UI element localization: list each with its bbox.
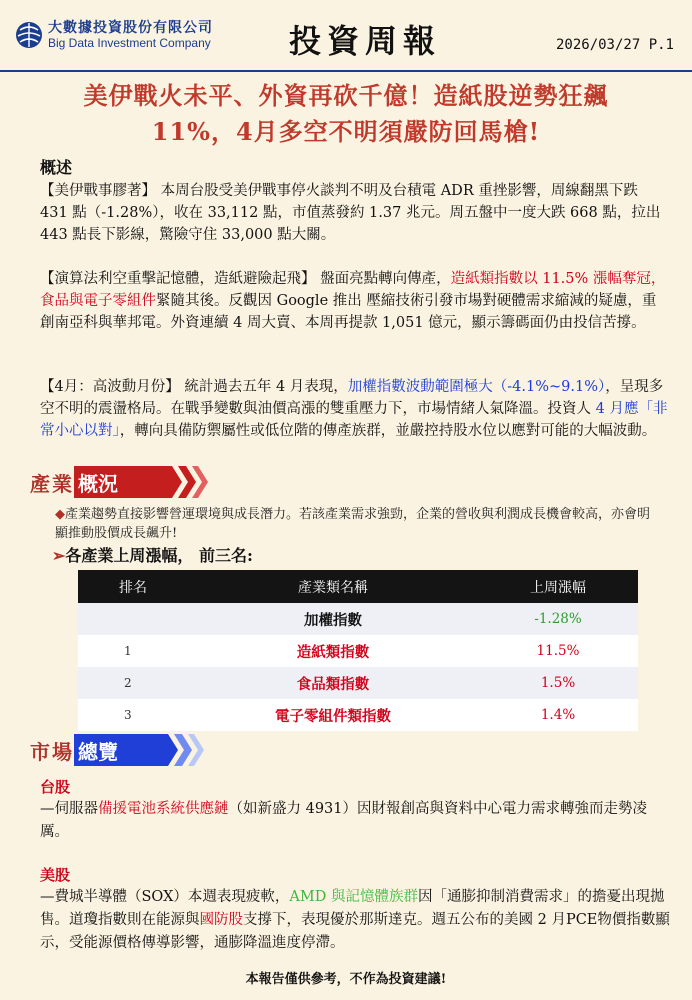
market-banner-box <box>74 734 146 766</box>
us-market-text <box>40 886 670 955</box>
us-highlight-amd: AMD 與記憶體族群 <box>289 889 418 905</box>
rank-cell: 3 <box>78 699 188 731</box>
industry-banner-prefix: 產業 <box>30 471 74 496</box>
industry-note <box>55 505 655 543</box>
logo-globe-icon <box>14 20 44 50</box>
taiwan-market-label: 台股 <box>40 778 71 796</box>
column-header-rank: 排名 <box>78 570 188 603</box>
us-tail: 支撐下，表現優於那斯達克。週五公布的美國 2 月PCE物價指數顯示，受能源價格傳導影響，通膨降溫進度停滯。 <box>40 912 670 951</box>
industry-subhead <box>52 543 253 566</box>
report-date-page: 2026/03/27 P.1 <box>555 37 674 53</box>
diamond-bullet-icon: ◆ <box>55 507 65 522</box>
overview-paragraph-3 <box>40 376 670 442</box>
headline-line-1: 美伊戰火未平、外資再砍千億！造紙股逆勢狂飆 <box>83 81 609 110</box>
us-body: 因「通膨抑制消費需求」的擔憂出現拋售。道瓊指數則在能源與 <box>40 889 665 928</box>
taiwan-market-text <box>40 798 670 844</box>
p3-highlight-range: 加權指數波動範圍極大（-4.1%~9.1%） <box>347 379 606 395</box>
rank-cell <box>78 603 188 635</box>
p2-body: 緊隨其後。反觀因 Google 推出 壓縮技術引發市場對硬體需求縮減的疑慮，重創南亞科與華邦電。外資連續 4 周大賣、本周再提款 1,051 億元，顯示籌碼面仍由投信苦撐。 <box>40 293 657 331</box>
column-header-industry: 產業類名稱 <box>188 570 478 603</box>
rank-cell: 1 <box>78 635 188 667</box>
industry-banner-box <box>74 466 146 498</box>
market-banner-prefix: 市場 <box>30 739 74 764</box>
header-divider <box>0 70 692 72</box>
industry-subhead-text: 各產業上周漲幅， 前三名: <box>65 546 253 565</box>
logo-english-name: Big Data Investment Company <box>48 36 211 50</box>
change-cell: 1.5% <box>478 667 638 699</box>
headline <box>0 78 692 150</box>
p3-body: ，呈現多空不明的震盪格局。在戰爭變數與油價高漲的雙重壓力下，市場情緒人氣降溫。投資人 <box>40 379 664 417</box>
industry-name-cell: 加權指數 <box>188 603 478 635</box>
table-row <box>78 699 638 731</box>
p2-intro: 【演算法利空重擊記憶體，造紙避險起飛】 盤面亮點轉向傳產， <box>40 271 451 287</box>
tw-body: （如新盛力 4931）因財報創高與資料中心電力需求轉強而走勢凌厲。 <box>40 801 648 840</box>
us-market-label: 美股 <box>40 866 71 884</box>
industry-note-text: 產業趨勢直接影響營運環境與成長潛力。若該產業需求強勁，企業的營收與利潤成長機會較高，亦會明顯推動股價成長飆升! <box>55 507 651 541</box>
report-header <box>0 0 692 70</box>
change-cell: 11.5% <box>478 635 638 667</box>
p3-tail: ，轉向具備防禦屬性或低位階的傳產族群，並嚴控持股水位以應對可能的大幅波動。 <box>119 423 657 439</box>
market-banner-label: 總覽 <box>78 739 118 764</box>
table-row <box>78 667 638 699</box>
disclaimer-footer: 本報告僅供參考，不作為投資建議! <box>245 972 447 987</box>
us-intro: —費城半導體（SOX）本週表現疲軟， <box>40 889 290 905</box>
overview-label: 概述 <box>40 158 73 177</box>
column-header-change: 上周漲幅 <box>478 570 638 603</box>
table-header-row <box>78 570 638 603</box>
tw-intro: —伺服器 <box>40 801 98 817</box>
table-row <box>78 603 638 635</box>
table-row <box>78 635 638 667</box>
overview-paragraph-1: 【美伊戰事膠著】 本周台股受美伊戰事停火談判不明及台積電 ADR 重挫影響，周線翻黑下跌 431 點（-1.28%），收在 33,112 點，市值蒸發約 1.37 兆元。周五盤中一度大跌 668 點，拉出 443 點長下影線，驚險守住 33,000 點大關。 <box>40 183 661 243</box>
industry-section-banner <box>30 465 146 499</box>
us-highlight-defense: 國防股 <box>199 912 243 928</box>
headline-line-2: 11%，4月多空不明須嚴防回馬槍! <box>151 117 541 146</box>
industry-name-cell: 食品類指數 <box>188 667 478 699</box>
p2-highlight: 造紙類指數以 11.5% 漲幅奪冠，食品與電子零組件 <box>40 271 666 309</box>
change-cell: -1.28% <box>478 603 638 635</box>
p3-highlight-caution: 4 月應「非常小心以對」 <box>40 401 668 439</box>
report-title: 投資周報 <box>289 22 442 60</box>
industry-banner-label: 概況 <box>78 471 118 496</box>
industry-name-cell: 電子零組件類指數 <box>188 699 478 731</box>
market-section-banner <box>30 733 146 767</box>
change-cell: 1.4% <box>478 699 638 731</box>
company-logo <box>14 20 213 50</box>
rank-cell: 2 <box>78 667 188 699</box>
arrow-bullet-icon: ➢ <box>52 546 66 565</box>
overview-paragraph-2 <box>40 268 670 334</box>
tw-highlight: 備援電池系統供應鏈 <box>98 801 229 817</box>
logo-chinese-name: 大數據投資股份有限公司 <box>48 20 213 36</box>
industry-performance-table <box>78 570 638 731</box>
industry-name-cell: 造紙類指數 <box>188 635 478 667</box>
p3-intro: 【4月：高波動月份】 統計過去五年 4 月表現， <box>40 379 348 395</box>
